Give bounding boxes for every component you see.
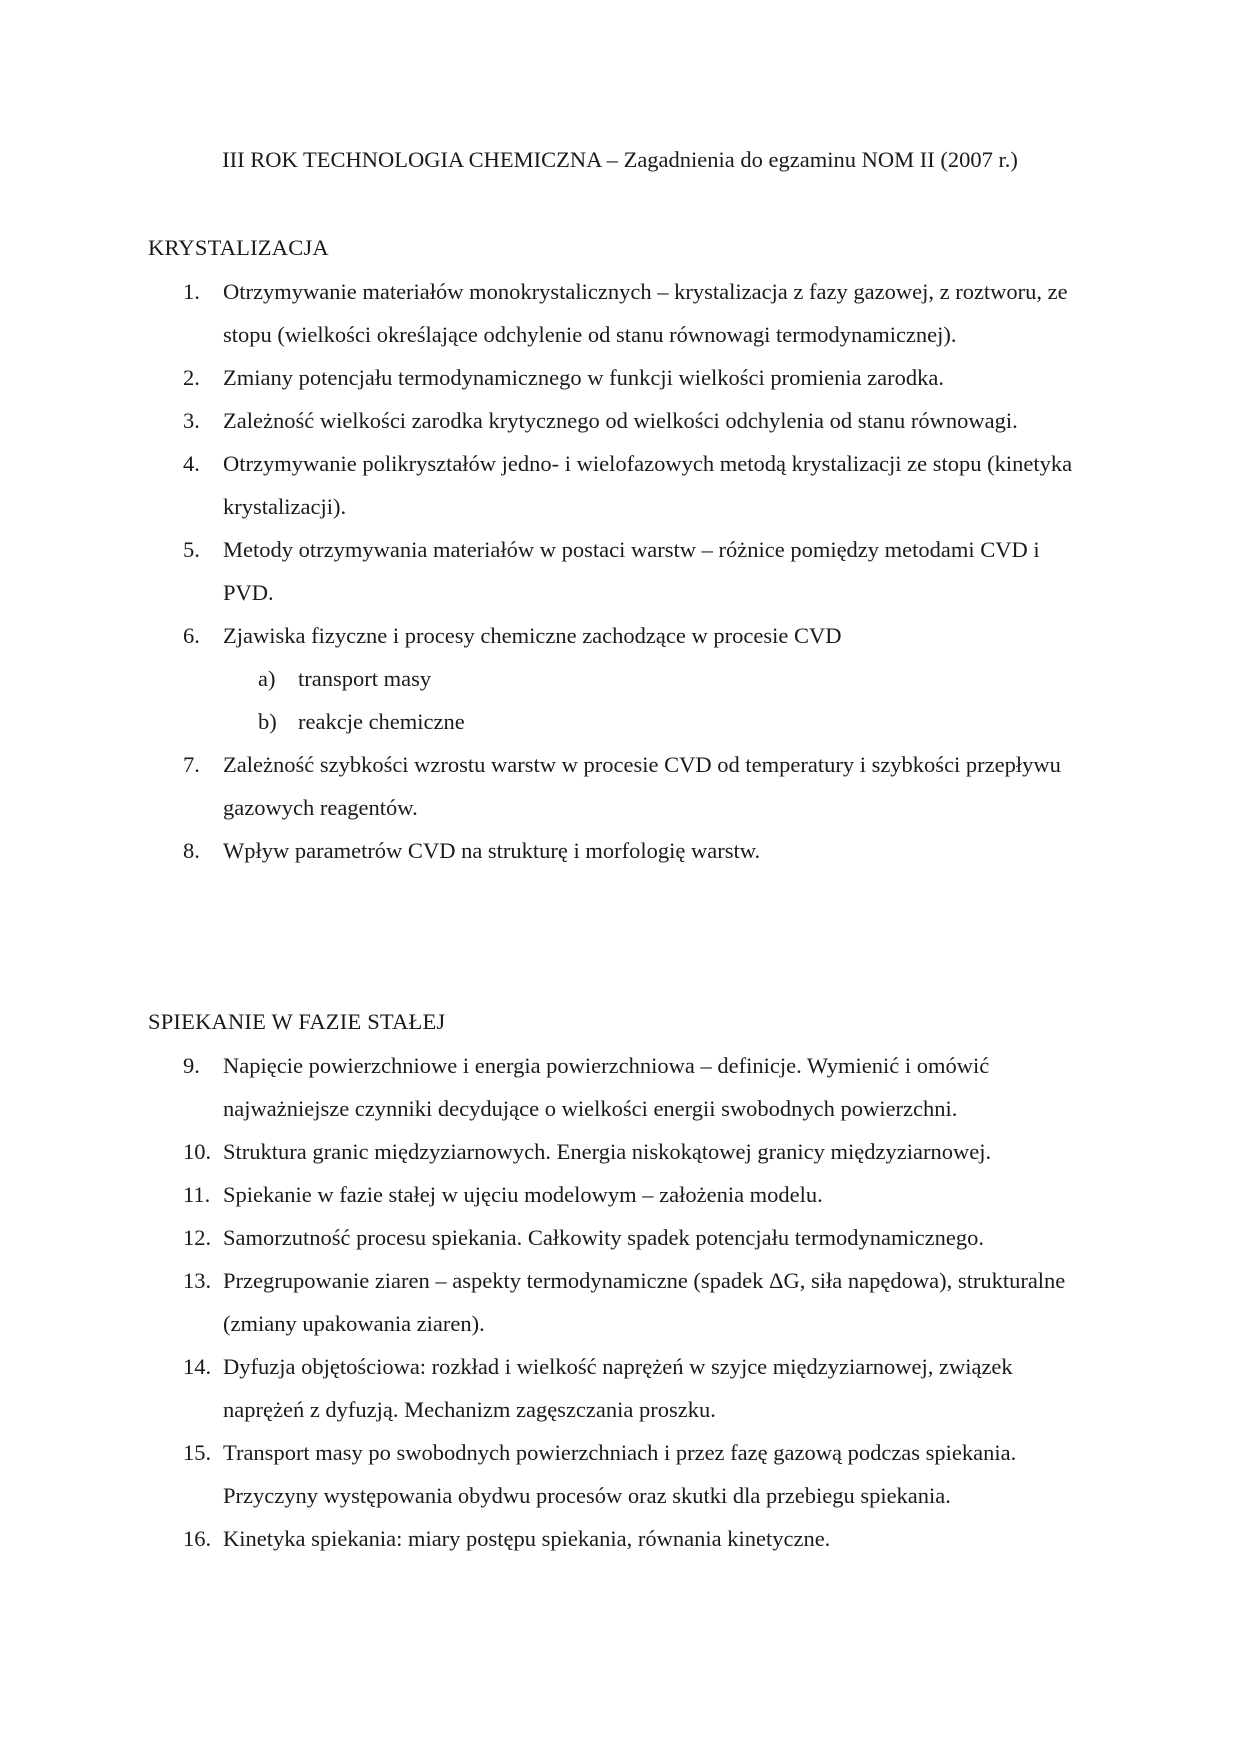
- item-text: Wpływ parametrów CVD na strukturę i morfologię warstw.: [223, 838, 761, 863]
- sub-item-text: transport masy: [298, 666, 432, 691]
- item-number: 10.: [183, 1139, 212, 1164]
- item-number: 16.: [183, 1526, 212, 1551]
- item-text: Zależność wielkości zarodka krytycznego od wielkości odchylenia od stanu równowagi.: [223, 408, 1018, 433]
- list-item: [148, 356, 1088, 399]
- item-number: 5.: [183, 537, 200, 562]
- section-heading-spiekanie: SPIEKANIE W FAZIE STAŁEJ: [148, 1009, 446, 1034]
- list-item: [148, 1259, 1088, 1345]
- item-number: 1.: [183, 279, 200, 304]
- item-number: 6.: [183, 623, 200, 648]
- item-number: 7.: [183, 752, 200, 777]
- list-item: [148, 270, 1088, 356]
- item-text: Zależność szybkości wzrostu warstw w procesie CVD od temperatury i szybkości przepływu gazowych reagentów.: [223, 752, 1061, 820]
- item-text: Kinetyka spiekania: miary postępu spiekania, równania kinetyczne.: [223, 1526, 831, 1551]
- list-item: [148, 829, 1088, 872]
- item-text: Struktura granic międzyziarnowych. Energia niskokątowej granicy międzyziarnowej.: [223, 1139, 992, 1164]
- document-title: III ROK TECHNOLOGIA CHEMICZNA – Zagadnienia do egzaminu NOM II (2007 r.): [222, 147, 1018, 172]
- list-item: [148, 399, 1088, 442]
- item-text: Otrzymywanie materiałów monokrystalicznych – krystalizacja z fazy gazowej, z roztworu, ze stopu (wielkości określające odchylenie od stanu równowagi termodynamicznej).: [223, 279, 1068, 347]
- section-heading-krystalizacja: KRYSTALIZACJA: [148, 235, 329, 260]
- item-number: 15.: [183, 1440, 212, 1465]
- list-item: [148, 1345, 1088, 1431]
- sub-item-text: reakcje chemiczne: [298, 709, 465, 734]
- list-item: [148, 614, 1088, 657]
- item-number: 13.: [183, 1268, 212, 1293]
- item-text: Samorzutność procesu spiekania. Całkowity spadek potencjału termodynamicznego.: [223, 1225, 985, 1250]
- sub-list-item: [148, 700, 1088, 743]
- item-text: Napięcie powierzchniowe i energia powierzchniowa – definicje. Wymienić i omówić najważniejsze czynniki decydujące o wielkości energii swobodnych powierzchni.: [223, 1053, 990, 1121]
- item-number: 9.: [183, 1053, 200, 1078]
- item-text: Metody otrzymywania materiałów w postaci warstw – różnice pomiędzy metodami CVD i PVD.: [223, 537, 1040, 605]
- section-list-krystalizacja: [148, 270, 1088, 872]
- list-item: [148, 528, 1088, 614]
- item-text: Spiekanie w fazie stałej w ujęciu modelowym – założenia modelu.: [223, 1182, 823, 1207]
- sub-item-letter: a): [258, 666, 276, 691]
- sub-item-letter: b): [258, 709, 277, 734]
- item-text: Transport masy po swobodnych powierzchniach i przez fazę gazową podczas spiekania. Przyczyny występowania obydwu procesów oraz skutki dla przebiegu spiekania.: [223, 1440, 1017, 1508]
- list-item: [148, 1130, 1088, 1173]
- list-item: [148, 442, 1088, 528]
- item-text: Dyfuzja objętościowa: rozkład i wielkość naprężeń w szyjce międzyziarnowej, związek naprężeń z dyfuzją. Mechanizm zagęszczania proszku.: [223, 1354, 1013, 1422]
- item-number: 8.: [183, 838, 200, 863]
- item-number: 14.: [183, 1354, 212, 1379]
- item-number: 4.: [183, 451, 200, 476]
- section-list-spiekanie: [148, 1044, 1088, 1560]
- item-text: Zjawiska fizyczne i procesy chemiczne zachodzące w procesie CVD: [223, 623, 842, 648]
- item-number: 2.: [183, 365, 200, 390]
- item-number: 11.: [183, 1182, 211, 1207]
- item-number: 3.: [183, 408, 200, 433]
- item-text: Przegrupowanie ziaren – aspekty termodynamiczne (spadek ΔG, siła napędowa), strukturalne (zmiany upakowania ziaren).: [223, 1268, 1066, 1336]
- item-number: 12.: [183, 1225, 212, 1250]
- list-item: [148, 1044, 1088, 1130]
- item-text: Otrzymywanie polikryształów jedno- i wielofazowych metodą krystalizacji ze stopu (kinetyka krystalizacji).: [223, 451, 1073, 519]
- list-item: [148, 1216, 1088, 1259]
- list-item: [148, 1517, 1088, 1560]
- item-text: Zmiany potencjału termodynamicznego w funkcji wielkości promienia zarodka.: [223, 365, 945, 390]
- sub-list-item: [148, 657, 1088, 700]
- list-item: [148, 743, 1088, 829]
- list-item: [148, 1173, 1088, 1216]
- list-item: [148, 1431, 1088, 1517]
